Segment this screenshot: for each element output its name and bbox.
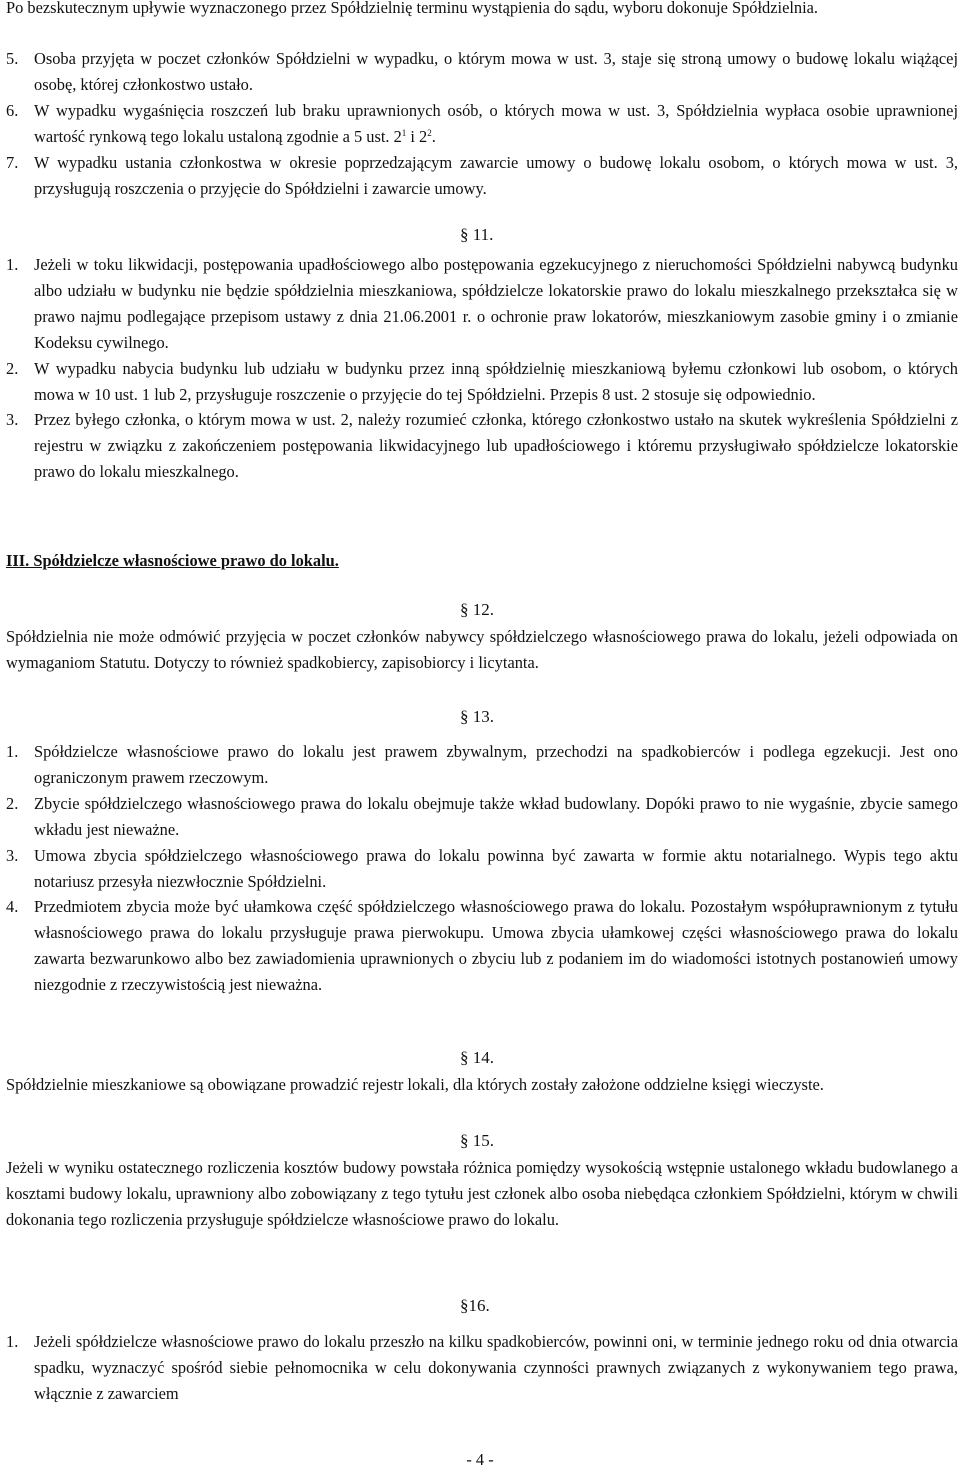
paragraph-12-text: Spółdzielnia nie może odmówić przyjęcia w poczet członków nabywcy spółdzielczego własnościowego prawa do lokalu, jeżeli odpowiada on wymaganiom Statutu. Dotyczy to również spadkobiercy, zapisobiorcy i licytanta.	[6, 627, 958, 672]
list-item	[6, 252, 958, 356]
item-number: 3.	[6, 410, 19, 430]
paragraph-13-label: § 13.	[460, 707, 494, 726]
item-text: Osoba przyjęta w poczet członków Spółdzielni w wypadku, o którym mowa w ust. 3, staje się stroną umowy o budowę lokalu wiążącej osobę, której członkostwo ustało.	[34, 49, 958, 94]
item-text: Umowa zbycia spółdzielczego własnościowego prawa do lokalu powinna być zawarta w formie aktu notarialnego. Wypis tego aktu notariusz przesyła niezwłocznie Spółdzielni.	[34, 845, 958, 891]
item-number: 1.	[6, 742, 19, 761]
item-text: W wypadku ustania członkostwa w okresie poprzedzającym zawarcie umowy o budowę lokalu osobom, o których mowa w ust. 3, przysługują roszczenia o przyjęcie do Spółdzielni i zawarcie umowy.	[34, 152, 958, 198]
section-sign-icon: §	[460, 1131, 469, 1150]
item-number: 6.	[6, 100, 19, 120]
list-item	[6, 791, 958, 843]
list-item	[6, 843, 958, 895]
item-text: Spółdzielcze własnościowe prawo do lokalu jest prawem zbywalnym, przechodzi na spadkobierców i podlega egzekucji. Jest ono ograniczonym prawem rzeczowym.	[34, 742, 958, 787]
page-number: - 4 -	[466, 1450, 494, 1469]
section-sign-icon: §	[460, 1048, 469, 1067]
item-number: 1.	[6, 255, 19, 274]
item-number: 2.	[6, 793, 19, 813]
list-item	[6, 150, 958, 202]
item-number: 5.	[6, 49, 19, 68]
list-item	[6, 356, 958, 408]
list-item	[6, 894, 958, 998]
item-text: Przedmiotem zbycia może być ułamkowa część spółdzielczego własnościowego prawa do lokalu. Pozostałym współuprawnionym z tytułu własnościowego prawa do lokalu przysługuje prawa pierwokupu. Umowa zbycia ułamkowej części własnościowego prawa do lokalu zawarta bezwarunkowo albo bez zawiadomienia uprawnionych o zbyciu lub z podaniem im do wiadomości istotnych postanowień umowy niezgodnie z rzeczywistością jest nieważna.	[34, 897, 958, 995]
paragraph-16-list	[6, 1329, 958, 1407]
paragraph-12-label: § 12.	[460, 600, 494, 619]
item-number: 2.	[6, 358, 19, 378]
item-text: Przez byłego członka, o którym mowa w ust. 2, należy rozumieć członka, którego członkostwo ustało na skutek wykreślenia Spółdzielni z rejestru w związku z zakończeniem postępowania likwidacyjnego lub upadłościowego i któremu przysługiwało spółdzielcze lokatorskie prawo do lokalu mieszkalnego.	[34, 410, 958, 482]
item-number: 1.	[6, 1332, 19, 1351]
paragraph-14-label: § 14.	[460, 1048, 494, 1067]
section-sign-icon: §	[460, 1296, 469, 1315]
paragraph-11-list	[6, 252, 958, 485]
section-sign-icon: §	[460, 707, 469, 726]
list-item	[6, 98, 958, 150]
intro-text: Po bezskutecznym upływie wyznaczonego przez Spółdzielnię terminu wystąpienia do sądu, wyboru dokonuje Spółdzielnia.	[6, 0, 819, 17]
item-text: Zbycie spółdzielczego własnościowego prawa do lokalu obejmuje także wkład budowlany. Dopóki prawo to nie wygaśnie, zbycie samego wkładu jest nieważne.	[34, 793, 958, 839]
item-number: 4.	[6, 897, 19, 917]
list-item	[6, 739, 958, 791]
list-item	[6, 1329, 958, 1407]
list-item	[6, 46, 958, 98]
paragraph-16-label: §16.	[460, 1296, 490, 1315]
item-text: Jeżeli w toku likwidacji, postępowania upadłościowego albo postępowania egzekucyjnego z nieruchomości Spółdzielni nabywcą budynku albo udziału w budynku nie będzie spółdzielnia mieszkaniowa, spółdzielcze lokatorskie prawo do lokalu mieszkalnego przekształca się w prawo najmu podlegające przepisom ustawy z dnia 21.06.2001 r. o ochronie praw lokatorów, mieszkaniowym zasobie gminy i o zmianie Kodeksu cywilnego.	[34, 255, 958, 352]
section-10-list	[6, 46, 958, 201]
item-number: 7.	[6, 152, 19, 172]
list-item	[6, 407, 958, 485]
item-text: W wypadku nabycia budynku lub udziału w budynku przez inną spółdzielnię mieszkaniową byłemu członkowi lub osobom, o których mowa w 10 ust. 1 lub 2, przysługuje roszczenie o przyjęcie do tej Spółdzielni. Przepis 8 ust. 2 stosuje się odpowiednio.	[34, 358, 958, 404]
paragraph-15-label: § 15.	[460, 1131, 494, 1150]
paragraph-14-text: Spółdzielnie mieszkaniowe są obowiązane prowadzić rejestr lokali, dla których zostały założone oddzielne księgi wieczyste.	[6, 1075, 824, 1094]
section-sign-icon: §	[460, 600, 469, 619]
item-text: Jeżeli spółdzielcze własnościowe prawo do lokalu przeszło na kilku spadkobierców, powinni oni, w terminie jednego roku od dnia otwarcia spadku, wyznaczyć spośród siebie pełnomocnika w celu dokonywania czynności prawnych związanych z wykonywaniem tego prawa, włącznie z zawarciem	[34, 1332, 958, 1403]
item-number: 3.	[6, 845, 19, 865]
paragraph-13-list	[6, 739, 958, 998]
item-text: W wypadku wygaśnięcia roszczeń lub braku uprawnionych osób, o których mowa w ust. 3, Spółdzielnia wypłaca osobie uprawnionej wartość rynkową tego lokalu ustaloną zgodnie a 5 ust. $2^1$ i $2^2$.	[34, 100, 958, 146]
paragraph-15-text: Jeżeli w wyniku ostatecznego rozliczenia kosztów budowy powstała różnica pomiędzy wysokością wstępnie ustalonego wkładu budowlanego a kosztami budowy lokalu, uprawniony albo zobowiązany z tego tytułu jest członek albo osoba niebędąca członkiem Spółdzielni, którym w chwili dokonania tego rozliczenia przysługuje spółdzielcze własnościowe prawo do lokalu.	[6, 1158, 958, 1229]
section-sign-icon: §	[460, 225, 469, 244]
paragraph-11-label: § 11.	[460, 225, 494, 244]
section-heading: III. Spółdzielcze własnościowe prawo do lokalu.	[6, 551, 339, 570]
